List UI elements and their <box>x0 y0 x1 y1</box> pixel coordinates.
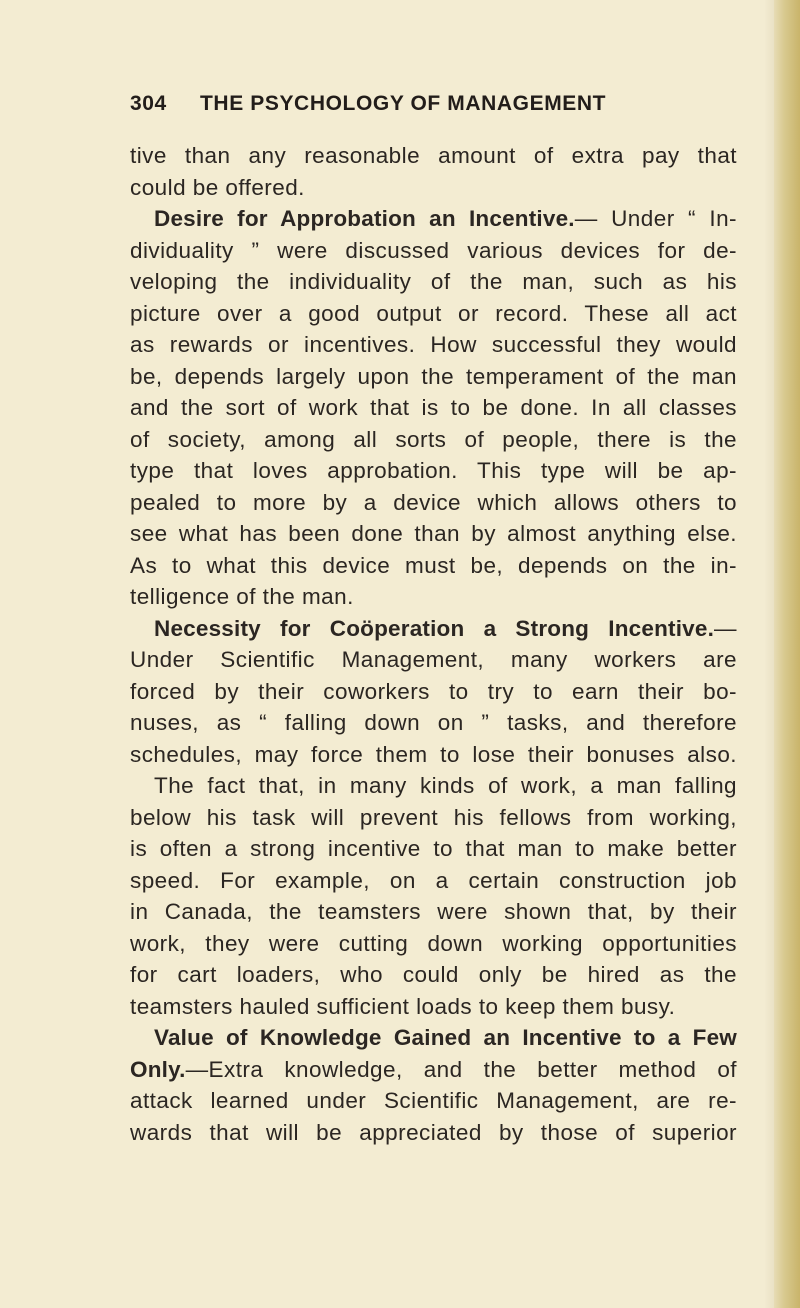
page-number: 304 <box>130 92 167 115</box>
section-lead-text: —Extra knowledge, and the better method of <box>185 1056 737 1082</box>
text-line: telligence of the man. <box>130 584 354 609</box>
section-heading-knowledge-cont: Only. <box>130 1056 186 1082</box>
page-edge <box>774 0 800 1308</box>
section-heading-line <box>130 1054 737 1086</box>
section-heading-knowledge: Value of Knowledge Gained an Incentive to a Few <box>154 1025 737 1050</box>
text-line: nuses, as “ falling down on ” tasks, and therefore <box>130 710 737 735</box>
running-head <box>130 92 740 122</box>
page-gutter-shadow <box>764 0 774 1308</box>
text-line: and the sort of work that is to be done. In all classes <box>130 395 737 420</box>
text-line: pealed to more by a device which allows others to <box>130 489 737 515</box>
section-lead-text: — Under “ In- <box>574 206 737 231</box>
text-line: tive than any reasonable amount of extra pay that <box>130 143 737 168</box>
text-line: be, depends largely upon the temperament of the man <box>130 363 737 389</box>
text-line: is often a strong incentive to that man to make better <box>130 836 737 861</box>
text-line: in Canada, the teamsters were shown that, by their <box>130 899 737 924</box>
section-lead-text: — <box>714 615 737 641</box>
text-line: type that loves approbation. This type will be ap- <box>130 458 737 483</box>
text-line: work, they were cutting down working opportunities <box>130 930 737 956</box>
text-line: forced by their coworkers to try to earn their bo- <box>130 678 737 704</box>
section-heading-line <box>130 203 737 235</box>
text-line: picture over a good output or record. These all act <box>130 300 737 326</box>
text-line: The fact that, in many kinds of work, a man falling <box>154 773 737 798</box>
text-line: Under Scientific Management, many workers are <box>130 647 737 672</box>
text-line: veloping the individuality of the man, such as his <box>130 269 737 294</box>
text-line: as rewards or incentives. How successful they would <box>130 332 737 357</box>
text-line: teamsters hauled sufficient loads to keep them busy. <box>130 993 676 1019</box>
text-line: of society, among all sorts of people, there is the <box>130 426 737 452</box>
text-line: below his task will prevent his fellows from working, <box>130 804 737 830</box>
text-line: schedules, may force them to lose their bonuses also. <box>130 741 737 767</box>
text-line: attack learned under Scientific Management, are re- <box>130 1088 737 1113</box>
text-line: wards that will be appreciated by those of superior <box>130 1119 737 1145</box>
body-text <box>130 140 737 1148</box>
text-line: see what has been done than by almost anything else. <box>130 521 737 546</box>
text-line: could be offered. <box>130 174 305 200</box>
text-line: As to what this device must be, depends on the in- <box>130 552 737 578</box>
text-line: for cart loaders, who could only be hired as the <box>130 962 737 987</box>
section-heading-cooperation: Necessity for Coöperation a Strong Incentive. <box>154 615 715 641</box>
section-heading-approbation: Desire for Approbation an Incentive. <box>154 206 575 231</box>
section-heading-line <box>130 1022 737 1054</box>
text-line: speed. For example, on a certain construction job <box>130 867 737 893</box>
text-line: dividuality ” were discussed various devices for de- <box>130 237 737 263</box>
running-head-title: THE PSYCHOLOGY OF MANAGEMENT <box>200 92 607 115</box>
section-heading-line <box>130 613 737 645</box>
